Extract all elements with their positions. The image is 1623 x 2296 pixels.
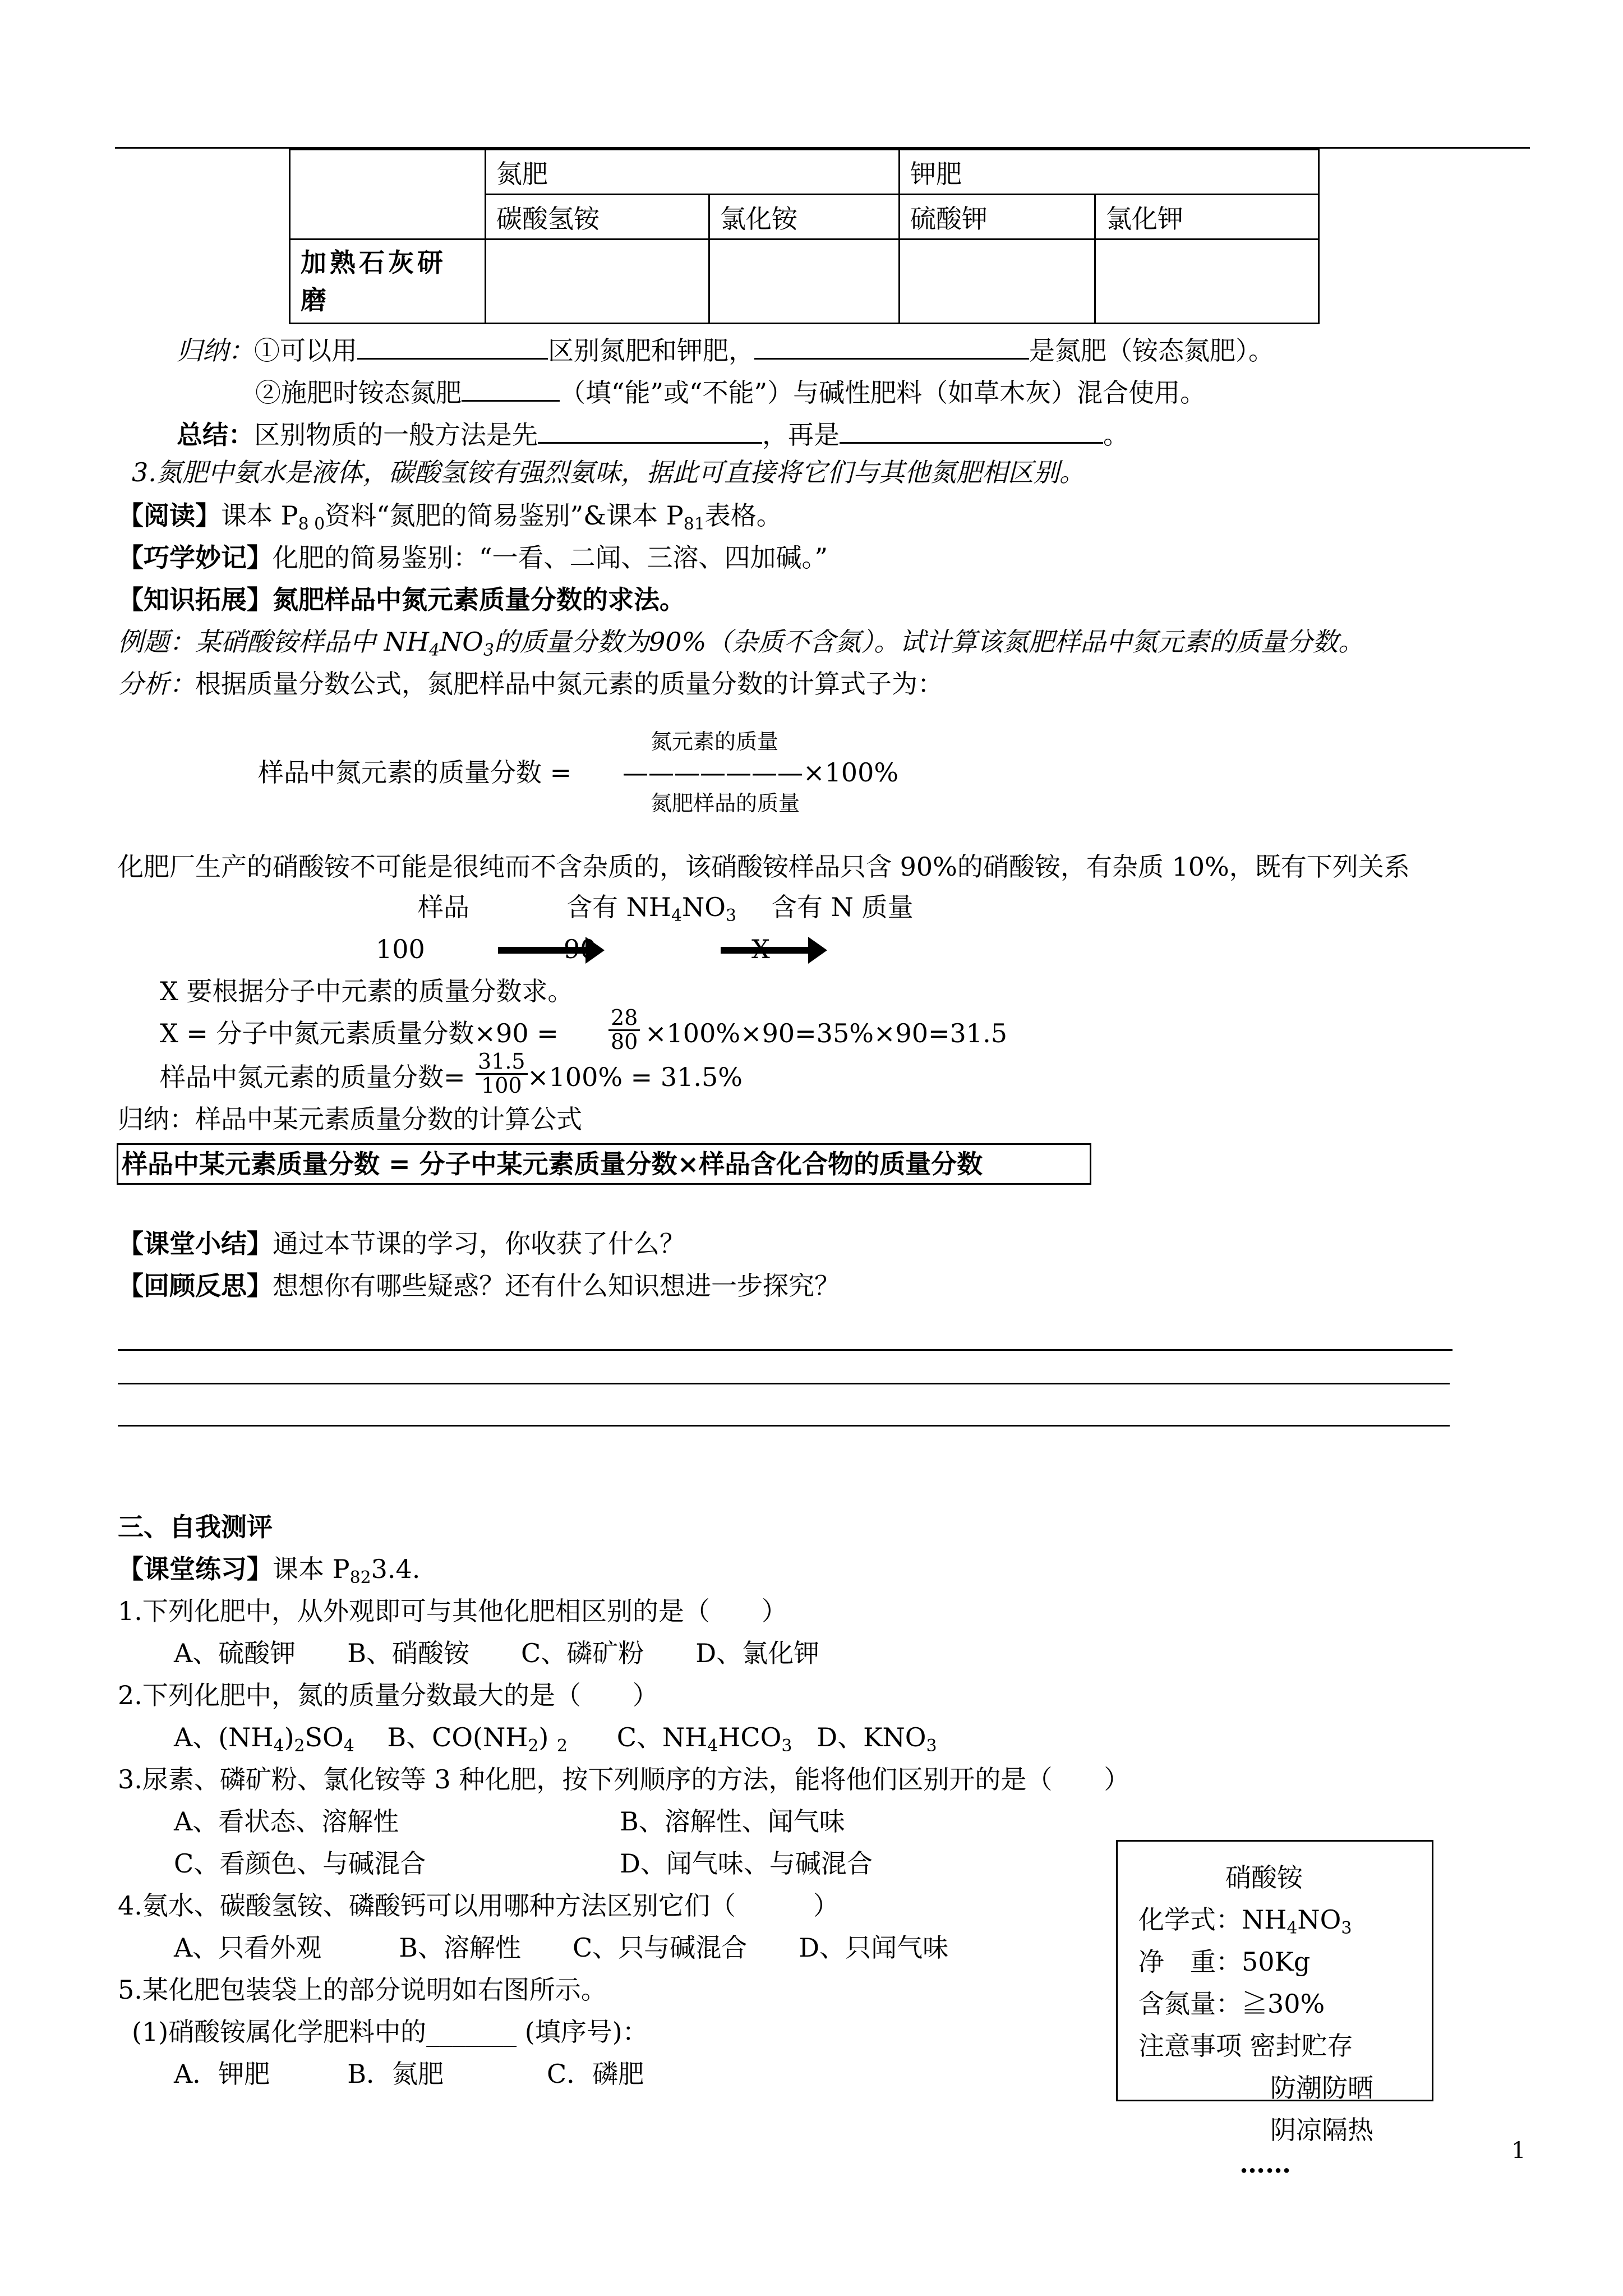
q5-stem: 5.某化肥包装袋上的部分说明如右图所示。 <box>118 1975 607 2005</box>
blank-result[interactable] <box>754 332 1029 360</box>
example-line: 例题：某硝酸铵样品中 $NH_4NO_3$的质量分数为90%（杂质不含氮）。试计算该氮肥样品中氮元素的质量分数。 <box>118 627 1364 660</box>
q3-option-d: D、闻气味、与碱混合 <box>620 1848 873 1879</box>
factory-line: 化肥厂生产的硝酸铵不可能是很纯而不含杂质的，该硝酸铵样品只含 90%的硝酸铵，有杂质 10%，既有下列关系 <box>118 852 1410 882</box>
table-col-potassium-chloride: 氯化钾 <box>1095 195 1319 240</box>
blank-then[interactable] <box>840 416 1103 444</box>
relation-value-sample: 100 <box>376 934 425 964</box>
q3-option-c: C、看颜色、与碱混合 <box>174 1848 426 1879</box>
point-3: 3.氮肥中氨水是液体，碳酸氢铵有强烈氨味，据此可直接将它们与其他氮肥相区别。 <box>132 457 1085 487</box>
analysis-line: 分析：根据质量分数公式，氮肥样品中氮元素的质量分数的计算式子为： <box>118 669 943 699</box>
relation-head-nh4no3: 含有 $NH_4NO_3$ <box>566 892 737 926</box>
table-cell-empty[interactable] <box>486 240 709 324</box>
formula-lhs: 样品中氮元素的质量分数 = <box>258 757 572 788</box>
practice-line: 【课堂练习】课本 $P_{82}3.4$. <box>118 1554 421 1588</box>
q3-stem: 3.尿素、磷矿粉、氯化铵等 3 种化肥，按下列顺序的方法，能将他们区别开的是（ ） <box>118 1764 1130 1795</box>
relation-value-x: X <box>751 934 770 964</box>
table-group-nitrogen: 氮肥 <box>486 150 900 195</box>
relation-head-n-mass: 含有 N 质量 <box>771 892 914 922</box>
general-label: 归纳：样品中某元素质量分数的计算公式 <box>118 1104 582 1134</box>
page-number: 1 <box>1511 2138 1526 2164</box>
induction-line-2: ②施肥时铵态氮肥 （填“能”或“不能”）与碱性肥料（如草木灰）混合使用。 <box>255 374 1206 408</box>
induction-line-1: 归纳：①可以用 区别氮肥和钾肥， 是氮肥（铵态氮肥）。 <box>177 332 1274 366</box>
label-ellipsis: …… <box>1239 2148 1291 2179</box>
q1-stem: 1.下列化肥中，从外观即可与其他化肥相区别的是（ ） <box>118 1596 787 1626</box>
label-notes-2: 防潮防晒 <box>1270 2073 1373 2103</box>
blank-first[interactable] <box>538 416 762 444</box>
q4-options: A、只看外观 B、溶解性 C、只与碱混合 D、只闻气味 <box>174 1932 949 1963</box>
calc-note: X 要根据分子中元素的质量分数求。 <box>160 976 574 1006</box>
table-row-label: 加熟石灰研 磨 <box>290 240 486 324</box>
table-col-ammonium-chloride: 氯化铵 <box>709 195 900 240</box>
table-group-potassium: 钾肥 <box>900 150 1319 195</box>
label-notes-3: 阴凉隔热 <box>1270 2115 1373 2145</box>
table-cell-empty[interactable] <box>900 240 1095 324</box>
q4-stem: 4.氨水、碳酸氢铵、磷酸钙可以用哪种方法区别它们（ ） <box>118 1890 839 1921</box>
general-formula-box: 样品中某元素质量分数 = 分子中某元素质量分数×样品含化合物的质量分数 <box>117 1143 1091 1185</box>
answer-line[interactable] <box>118 1383 1450 1384</box>
summary-line: 总结：区别物质的一般方法是先 ，再是 。 <box>177 416 1129 450</box>
fertilizer-table <box>289 149 1320 324</box>
label-title: 硝酸铵 <box>1225 1862 1303 1893</box>
calc-n-fraction: $\frac{31.5}{100}$ <box>476 1051 528 1097</box>
answer-line[interactable] <box>118 1425 1450 1427</box>
table-cell-empty[interactable] <box>709 240 900 324</box>
table-col-potassium-sulfate: 硫酸钾 <box>900 195 1095 240</box>
calc-n-eq-rest: ×100% = 31.5% <box>527 1062 743 1092</box>
relation-head-sample: 样品 <box>418 892 469 922</box>
section-3-title: 三、自我测评 <box>118 1512 273 1542</box>
reading-line: 【阅读】课本 $P_{8 0}$资料“氮肥的简易鉴别”&课本 $P_{81}$表格。 <box>118 500 782 534</box>
memory-line: 【巧学妙记】化肥的简易鉴别：“一看、二闻、三溶、四加碱。” <box>118 542 828 573</box>
extension-line: 【知识拓展】氮肥样品中氮元素质量分数的求法。 <box>118 585 685 615</box>
table-cell-empty[interactable] <box>1095 240 1319 324</box>
table-corner-cell <box>290 150 486 240</box>
calc-x-fraction: $\frac{28}{80}$ <box>608 1007 640 1053</box>
formula-dash: ———————×100% <box>623 757 899 788</box>
label-nitrogen: 含氮量：≧30% <box>1138 1989 1325 2019</box>
relation-value-nh4no3: 90 <box>564 934 597 964</box>
calc-x-eq-rest: ×100%×90=35%×90=31.5 <box>645 1018 1007 1048</box>
formula-denominator: 氮肥样品的质量 <box>651 791 800 816</box>
blank-can-or-cannot[interactable] <box>462 374 560 402</box>
answer-line[interactable] <box>118 1349 1453 1351</box>
calc-x-eq: X = 分子中氮元素质量分数×90 = <box>160 1018 559 1048</box>
q1-options: A、硫酸钾 B、硝酸铵 C、磷矿粉 D、氯化钾 <box>174 1638 820 1668</box>
label-notes-1: 注意事项 密封贮存 <box>1138 2031 1353 2061</box>
formula-numerator: 氮元素的质量 <box>651 729 779 754</box>
q2-options: A、$(NH_4)_2SO_4$ B、$CO(NH_2)$ $_2$ C、$NH_4HCO_3$ D、$KNO_3$ <box>174 1722 937 1756</box>
q3-option-b: B、溶解性、闻气味 <box>620 1806 845 1837</box>
label-weight: 净 重：50Kg <box>1138 1947 1311 1977</box>
blank-method[interactable] <box>357 332 548 360</box>
q5-subquestion: (1)硝酸铵属化学肥料中的_______ (填序号)： <box>132 2017 648 2047</box>
calc-n-eq: 样品中氮元素的质量分数= <box>160 1062 465 1092</box>
q3-option-a: A、看状态、溶解性 <box>174 1806 399 1837</box>
label-formula: 化学式：$NH_4NO_3$ <box>1138 1904 1352 1938</box>
class-summary-line: 【课堂小结】通过本节课的学习，你收获了什么？ <box>118 1228 685 1259</box>
q5-options: A．钾肥 B．氮肥 C．磷肥 <box>174 2059 644 2089</box>
q2-stem: 2.下列化肥中，氮的质量分数最大的是（ ） <box>118 1680 658 1710</box>
table-col-ammonium-bicarbonate: 碳酸氢铵 <box>486 195 709 240</box>
reflection-line: 【回顾反思】想想你有哪些疑惑？还有什么知识想进一步探究？ <box>118 1271 840 1301</box>
